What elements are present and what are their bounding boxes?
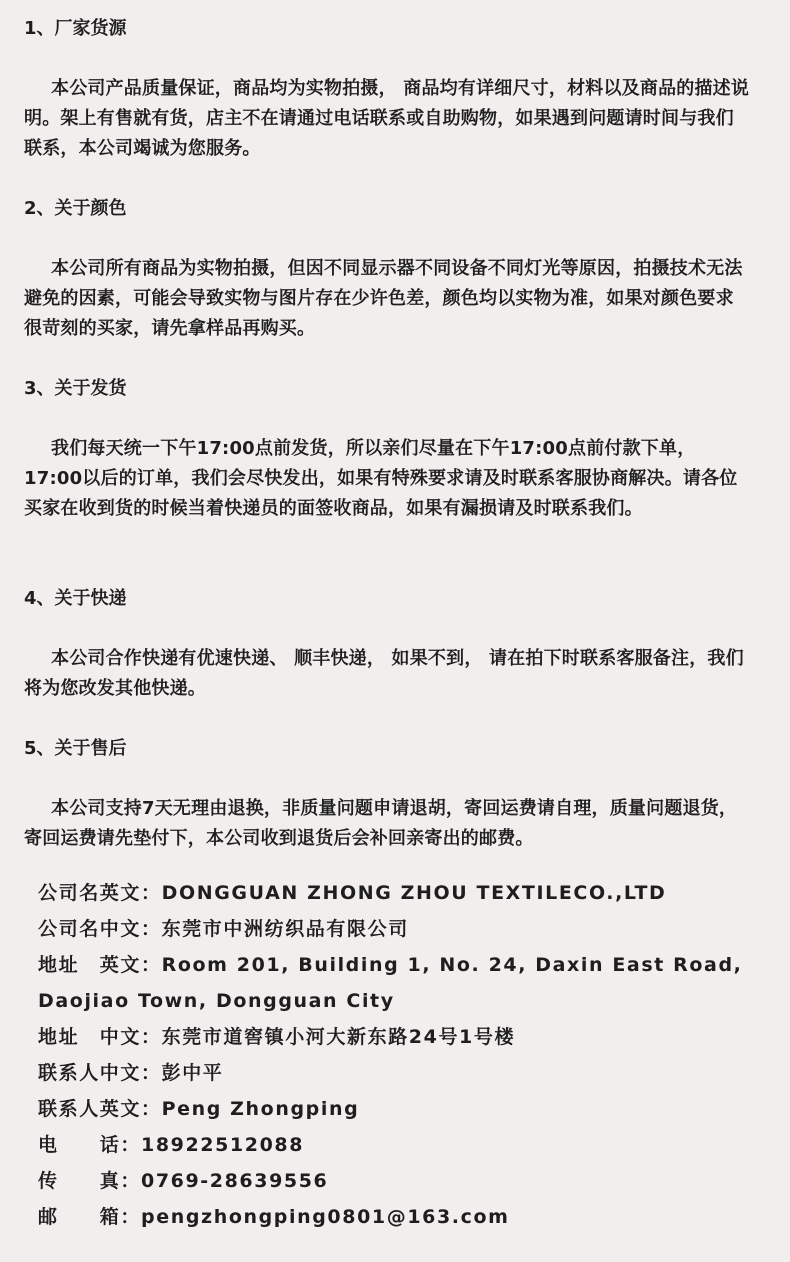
address-en-row: [38, 947, 768, 1019]
phone-value: 18922512088: [141, 1134, 305, 1156]
phone-row: [38, 1127, 768, 1163]
email-row: [38, 1199, 768, 1235]
section-body-source: 本公司产品质量保证，商品均为实物拍摄， 商品均有详细尺寸，材料以及商品的描述说明。架上有售就有货，店主不在请通过电话联系或自助购物，如果遇到问题请时间与我们联系，本公司竭诚为您服务。: [24, 78, 750, 159]
section-heading-courier: 4、关于快递: [24, 588, 127, 609]
section-body-aftersales: 本公司支持7天无理由退换，非质量问题申请退胡，寄回运费请自理，质量问题退货，寄回运费请先垫付下，本公司收到退货后会补回亲寄出的邮费。: [24, 798, 738, 849]
address-en-value: Room 201, Building 1, No. 24, Daxin East Road, Daojiao Town, Dongguan City: [38, 954, 743, 1012]
contact-en-label: 联系人英文：: [38, 1098, 162, 1120]
section-heading-aftersales: 5、关于售后: [24, 738, 127, 759]
phone-label: 电 话：: [38, 1134, 142, 1156]
fax-value: 0769-28639556: [141, 1170, 329, 1192]
company-name-cn-value: 东莞市中洲纺织品有限公司: [161, 918, 409, 940]
contact-cn-row: [38, 1055, 768, 1091]
email-value: pengzhongping0801@163.com: [141, 1206, 510, 1228]
section-body-shipping: 我们每天统一下午17:00点前发货，所以亲们尽量在下午17:00点前付款下单，17:00以后的订单，我们会尽快发出，如果有特殊要求请及时联系客服协商解决。请各位买家在收到货的时候当着快递员的面签收商品，如果有漏损请及时联系我们。: [24, 438, 738, 519]
address-cn-value: 东莞市道窖镇小河大新东路24号1号楼: [161, 1026, 516, 1048]
fax-row: [38, 1163, 768, 1199]
company-name-en-label: 公司名英文：: [38, 882, 162, 904]
address-en-label: 地址 英文：: [38, 954, 162, 976]
email-label: 邮 箱：: [38, 1206, 142, 1228]
section-body-color: 本公司所有商品为实物拍摄，但因不同显示器不同设备不同灯光等原因，拍摄技术无法避免的因素，可能会导致实物与图片存在少许色差，颜色均以实物为准，如果对颜色要求很苛刻的买家，请先拿样品再购买。: [24, 258, 743, 339]
section-heading-color: 2、关于颜色: [24, 198, 127, 219]
contact-cn-label: 联系人中文：: [38, 1062, 162, 1084]
company-info: [38, 875, 768, 1235]
company-name-cn-label: 公司名中文：: [38, 918, 162, 940]
company-name-en-row: [38, 875, 768, 911]
fax-label: 传 真：: [38, 1170, 142, 1192]
company-name-cn-row: [38, 911, 768, 947]
section-heading-shipping: 3、关于发货: [24, 378, 127, 399]
address-cn-label: 地址 中文：: [38, 1026, 162, 1048]
section-body-courier: 本公司合作快递有优速快递、 顺丰快递， 如果不到， 请在拍下时联系客服备注，我们将为您改发其他快递。: [24, 648, 744, 699]
contact-cn-value: 彭中平: [161, 1062, 224, 1084]
contact-en-value: Peng Zhongping: [161, 1098, 360, 1120]
address-cn-row: [38, 1019, 768, 1055]
section-heading-source: 1、厂家货源: [24, 18, 127, 39]
contact-en-row: [38, 1091, 768, 1127]
company-name-en-value: DONGGUAN ZHONG ZHOU TEXTILECO.,LTD: [161, 882, 667, 904]
